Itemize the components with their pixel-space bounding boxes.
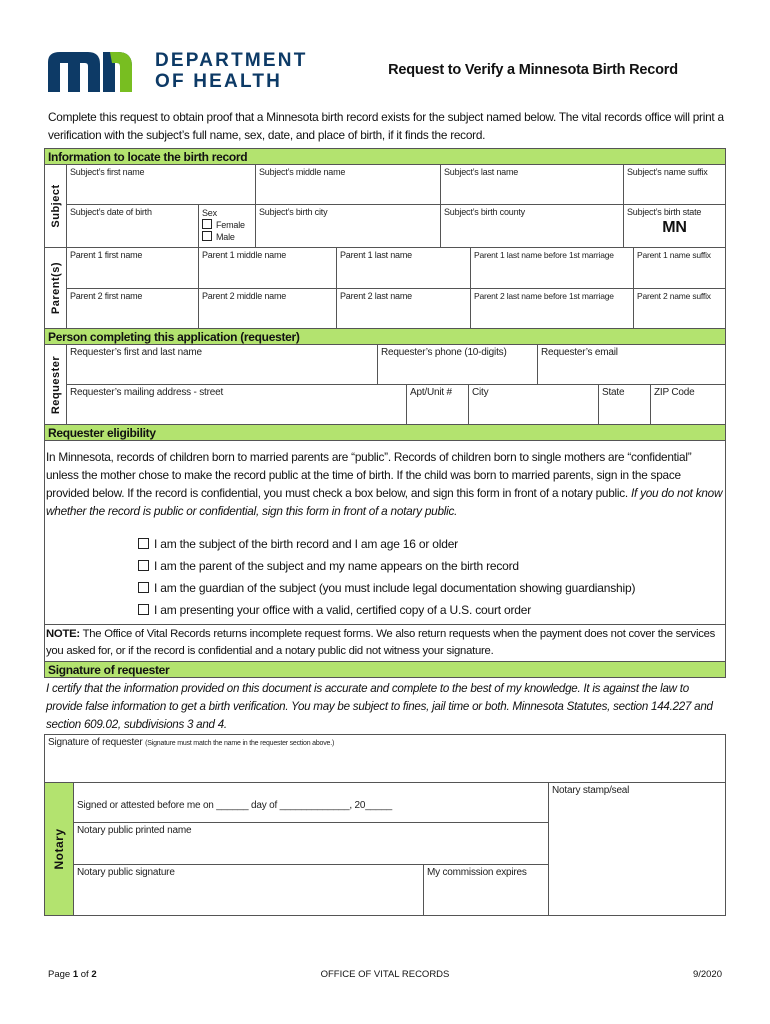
subject-birth-county-field[interactable]: [440, 204, 624, 248]
page-prefix: Page: [48, 969, 71, 980]
side-label-subject: [44, 164, 67, 248]
checkbox-icon: [202, 231, 212, 241]
total-pages: 2: [91, 969, 97, 980]
checkbox-icon: [138, 560, 149, 571]
subject-suffix-field[interactable]: [623, 164, 726, 205]
requester-name-field[interactable]: [66, 344, 378, 385]
field-label: ZIP Code: [654, 387, 695, 398]
notary-label: Notary: [52, 828, 66, 870]
field-label: Subject’s first name: [70, 167, 145, 177]
side-label-notary: [44, 782, 74, 916]
field-label: Signed or attested before me on ______ day of _____________, 20_____: [77, 800, 393, 811]
section-header-signature: Signature of requester: [44, 661, 726, 678]
eligibility-option-guardian[interactable]: [138, 581, 635, 595]
eligibility-paragraph: In Minnesota, records of children born to married parents are “public”. Records of children born to single mothers are “confidential” unless the mother chose to make the record public at the time of birth. If the child was born to married parents, sign in the space provided below. If the record is confidential, you must check a box below, and sign this form in front of a notary public.: [46, 450, 692, 500]
parent1-first-name-field[interactable]: [66, 247, 199, 289]
field-label: Parent 1 middle name: [202, 250, 287, 260]
field-label: Parent 2 last name: [340, 291, 412, 301]
field-label: Parent 2 last name before 1st marriage: [474, 291, 614, 301]
field-label: Subject’s middle name: [259, 167, 346, 177]
mn-logo-icon: [48, 50, 140, 92]
field-label: Parent 1 first name: [70, 250, 143, 260]
parent2-last-name-field[interactable]: [336, 288, 471, 329]
mdh-logo: [48, 50, 308, 92]
checkbox-icon: [138, 604, 149, 615]
side-label-parents: [44, 247, 67, 329]
field-label: State: [602, 387, 625, 398]
requester-city-field[interactable]: [468, 384, 599, 425]
field-label: Subject’s date of birth: [70, 207, 152, 217]
signature-note: (Signature must match the name in the requester section above.): [145, 740, 335, 747]
subject-dob-field[interactable]: [66, 204, 199, 248]
option-label: I am the parent of the subject and my name appears on the birth record: [154, 559, 519, 573]
female-checkbox[interactable]: [202, 219, 252, 231]
field-label: Subject’s name suffix: [627, 167, 708, 177]
male-label: Male: [216, 232, 235, 242]
field-label: Parent 1 last name: [340, 250, 412, 260]
footer-date: 9/2020: [692, 969, 722, 980]
note-text: [46, 626, 726, 660]
checkbox-icon: [138, 582, 149, 593]
eligibility-option-court-order[interactable]: [138, 603, 531, 617]
female-label: Female: [216, 220, 245, 230]
current-page: 1: [72, 969, 79, 980]
field-label: Parent 1 name suffix: [637, 250, 711, 260]
subject-label: Subject: [49, 184, 62, 228]
field-label: Requester’s phone (10-digits): [381, 347, 507, 358]
parent1-middle-name-field[interactable]: [198, 247, 337, 289]
certify-text: I certify that the information provided on this document is accurate and complete to the best of my knowledge. It is against the law to provide false information to get a birth verification. You may be subject to fines, jail time or both. Minnesota Statutes, section 144.227 and section 609.02, subdivisions 3 and 4.: [46, 682, 713, 731]
logo-text-of-health: OF HEALTH: [155, 71, 283, 92]
requester-street-field[interactable]: [66, 384, 407, 425]
male-checkbox[interactable]: [202, 231, 252, 243]
parent2-middle-name-field[interactable]: [198, 288, 337, 329]
requester-apt-field[interactable]: [406, 384, 469, 425]
subject-birth-state-field: [623, 204, 726, 248]
requester-label: Requester: [49, 355, 62, 414]
section-header-locate: Information to locate the birth record: [44, 148, 726, 165]
field-label: Subject’s birth state: [627, 207, 702, 217]
notary-commission-field[interactable]: [423, 864, 549, 916]
subject-sex-field: [198, 204, 256, 248]
field-label: Parent 2 name suffix: [637, 291, 711, 301]
field-label: Requester’s first and last name: [70, 347, 202, 358]
parent1-suffix-field[interactable]: [633, 247, 726, 289]
parent2-suffix-field[interactable]: [633, 288, 726, 329]
sex-label: Sex: [202, 208, 217, 218]
footer-office: OFFICE OF VITAL RECORDS: [320, 969, 450, 980]
field-label: Signature of requester: [48, 737, 143, 748]
field-label: Parent 2 first name: [70, 291, 143, 301]
field-label: City: [472, 387, 489, 398]
subject-last-name-field[interactable]: [440, 164, 624, 205]
section-header-requester: Person completing this application (requester): [44, 328, 726, 345]
side-label-requester: [44, 344, 67, 425]
eligibility-option-parent[interactable]: [138, 559, 519, 573]
page-number: [48, 969, 97, 980]
field-label: My commission expires: [427, 867, 527, 878]
logo-text-department: DEPARTMENT: [155, 50, 308, 71]
eligibility-option-subject[interactable]: [138, 537, 458, 551]
requester-state-field[interactable]: [598, 384, 651, 425]
birth-state-value: MN: [662, 219, 687, 236]
field-label: Notary public signature: [77, 867, 175, 878]
option-label: I am the guardian of the subject (you must include legal documentation showing guardianship): [154, 581, 636, 595]
option-label: I am presenting your office with a valid, certified copy of a U.S. court order: [154, 603, 532, 617]
option-label: I am the subject of the birth record and I am age 16 or older: [154, 537, 458, 551]
checkbox-icon: [202, 219, 212, 229]
page-title: Request to Verify a Minnesota Birth Record: [388, 62, 678, 78]
parent2-first-name-field[interactable]: [66, 288, 199, 329]
requester-signature-field[interactable]: [44, 734, 726, 783]
subject-birth-city-field[interactable]: [255, 204, 441, 248]
notary-stamp-field[interactable]: [548, 782, 726, 916]
field-label: Parent 1 last name before 1st marriage: [474, 250, 614, 260]
notary-signature-field[interactable]: [73, 864, 424, 916]
note-label: NOTE:: [46, 628, 80, 640]
field-label: Requester’s mailing address - street: [70, 387, 224, 398]
field-label: Apt/Unit #: [410, 387, 452, 398]
eligibility-text: [46, 448, 726, 520]
field-label: Notary public printed name: [77, 825, 192, 836]
requester-phone-field[interactable]: [377, 344, 538, 385]
requester-zip-field[interactable]: [650, 384, 726, 425]
note-divider: [44, 624, 726, 625]
page-of: of: [80, 969, 89, 980]
parent1-last-name-field[interactable]: [336, 247, 471, 289]
field-label: Parent 2 middle name: [202, 291, 287, 301]
field-label: Subject’s birth city: [259, 207, 328, 217]
requester-email-field[interactable]: [537, 344, 726, 385]
field-label: Requester’s email: [541, 347, 618, 358]
parents-label: Parent(s): [49, 261, 62, 315]
subject-middle-name-field[interactable]: [255, 164, 441, 205]
subject-first-name-field[interactable]: [66, 164, 256, 205]
notary-attested-field[interactable]: [73, 782, 549, 823]
field-label: Notary stamp/seal: [552, 785, 630, 796]
notary-printed-name-field[interactable]: [73, 822, 549, 865]
eligibility-italic-note: If you do not know whether the record is public or confidential, sign this form in front of a notary public.: [46, 486, 723, 518]
note-body: The Office of Vital Records returns incomplete request forms. We also return requests when the payment does not cover the services you asked for, or if the record is confidential and a notary public did not witness your signature.: [46, 628, 716, 657]
field-label: Subject’s last name: [444, 167, 519, 177]
intro-text: Complete this request to obtain proof that a Minnesota birth record exists for the subject named below. The vital records office will print a verification with the subject’s full name, sex, date, and place of birth, if it finds the record.: [48, 110, 724, 142]
checkbox-icon: [138, 538, 149, 549]
field-label: Subject’s birth county: [444, 207, 525, 217]
section-header-eligibility: Requester eligibility: [44, 424, 726, 441]
parent1-last-name-before-marriage-field[interactable]: [470, 247, 634, 289]
parent2-last-name-before-marriage-field[interactable]: [470, 288, 634, 329]
